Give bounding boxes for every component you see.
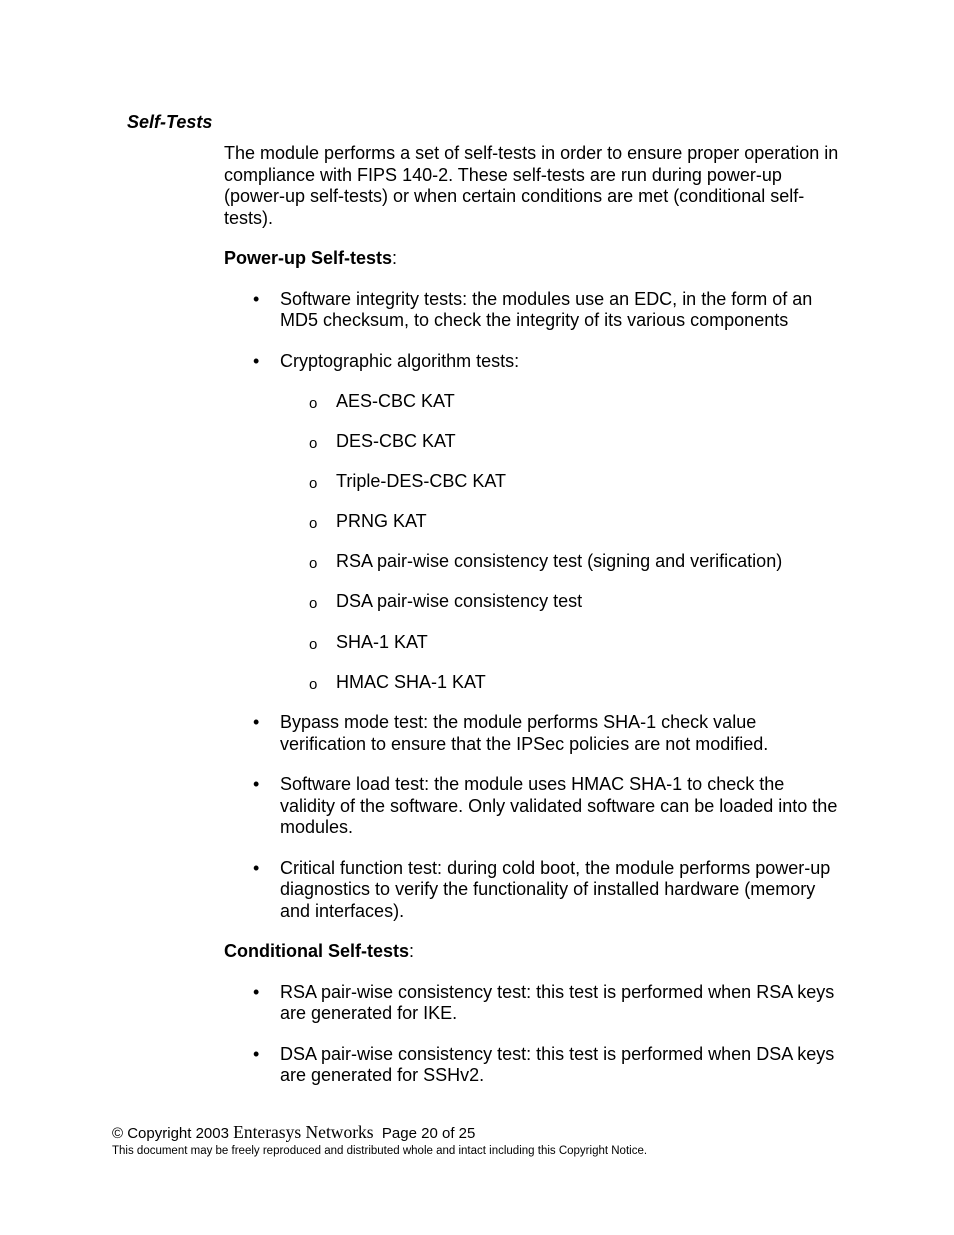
- conditional-list: [224, 982, 844, 1087]
- bullet-icon: •: [253, 774, 260, 795]
- hollow-bullet-icon: o: [309, 475, 318, 493]
- sub-list-item: [280, 471, 844, 493]
- powerup-heading-colon: :: [392, 248, 398, 268]
- sub-list-item-text: DSA pair-wise consistency test: [336, 591, 583, 612]
- sub-list-item: [280, 431, 844, 453]
- list-item: [224, 351, 844, 694]
- section-title: Self-Tests: [127, 112, 213, 132]
- list-item-text: Software load test: the module uses HMAC SHA-1 to check the validity of the software. Only validated software can be loaded into the modules.: [280, 774, 838, 838]
- sub-list-item: [280, 632, 844, 654]
- conditional-heading-colon: :: [409, 941, 415, 962]
- list-item-text: RSA pair-wise consistency test: this test is performed when RSA keys are generated for IKE.: [280, 981, 835, 1024]
- bullet-icon: •: [253, 288, 260, 309]
- list-item: [224, 774, 844, 839]
- bullet-icon: •: [253, 712, 260, 733]
- list-item: [224, 982, 844, 1025]
- sub-list-item: [280, 672, 844, 694]
- conditional-heading: [224, 941, 844, 963]
- hollow-bullet-icon: o: [309, 555, 318, 573]
- hollow-bullet-icon: o: [309, 635, 318, 653]
- sub-list-item-text: HMAC SHA-1 KAT: [336, 671, 486, 692]
- sub-list-item: [280, 511, 844, 533]
- powerup-heading-text: Power-up Self-tests: [224, 248, 393, 268]
- list-item-text: Bypass mode test: the module performs SHA-1 check value verification to ensure that the IPSec policies are not modified.: [280, 712, 769, 754]
- list-item: [224, 858, 844, 923]
- list-item: [224, 712, 844, 755]
- hollow-bullet-icon: o: [309, 675, 318, 693]
- bullet-icon: •: [253, 350, 260, 371]
- company-name: Enterasys Networks: [233, 1122, 374, 1142]
- page-footer: [112, 1122, 647, 1158]
- footer-copyright-line: [112, 1122, 647, 1144]
- section-body: [224, 143, 844, 1106]
- sub-list-item: [280, 551, 844, 573]
- list-item: [224, 289, 844, 332]
- intro-paragraph: The module performs a set of self-tests in order to ensure proper operation in compliance with FIPS 140-2. These self-tests are run during power-up (power-up self-tests) or when certain conditions are met (conditional self-tests).: [224, 143, 839, 228]
- list-item-text: Cryptographic algorithm tests:: [280, 350, 520, 371]
- crypto-subitem-list: [280, 391, 844, 693]
- sub-list-item: [280, 591, 844, 613]
- hollow-bullet-icon: o: [309, 595, 318, 613]
- sub-list-item-text: Triple-DES-CBC KAT: [336, 471, 507, 492]
- sub-list-item-text: RSA pair-wise consistency test (signing and verification): [336, 551, 783, 572]
- copyright-text: © Copyright 2003: [112, 1125, 229, 1142]
- sub-list-item-text: PRNG KAT: [336, 511, 427, 532]
- sub-list-item-text: SHA-1 KAT: [336, 631, 428, 652]
- page-number: Page 20 of 25: [381, 1125, 476, 1142]
- sub-list-item: [280, 391, 844, 413]
- sub-list-item-text: DES-CBC KAT: [336, 431, 456, 452]
- list-item-text: Critical function test: during cold boot, the module performs power-up diagnostics to verify the functionality of installed hardware (memory and interfaces).: [280, 857, 831, 921]
- hollow-bullet-icon: o: [309, 435, 318, 453]
- powerup-list: [224, 289, 844, 923]
- hollow-bullet-icon: o: [309, 395, 318, 412]
- bullet-icon: •: [253, 1043, 260, 1064]
- list-item: [224, 1044, 844, 1087]
- hollow-bullet-icon: o: [309, 515, 318, 533]
- list-item-text: DSA pair-wise consistency test: this test is performed when DSA keys are generated for SSHv2.: [280, 1043, 835, 1086]
- conditional-heading-text: Conditional Self-tests: [224, 941, 410, 962]
- list-item-text: Software integrity tests: the modules use an EDC, in the form of an MD5 checksum, to check the integrity of its various components: [280, 288, 813, 330]
- bullet-icon: •: [253, 981, 260, 1002]
- copyright-notice: This document may be freely reproduced and distributed whole and intact including this Copyright Notice.: [112, 1145, 648, 1157]
- sub-list-item-text: AES-CBC KAT: [336, 391, 455, 411]
- powerup-heading: [224, 248, 844, 270]
- bullet-icon: •: [253, 857, 260, 878]
